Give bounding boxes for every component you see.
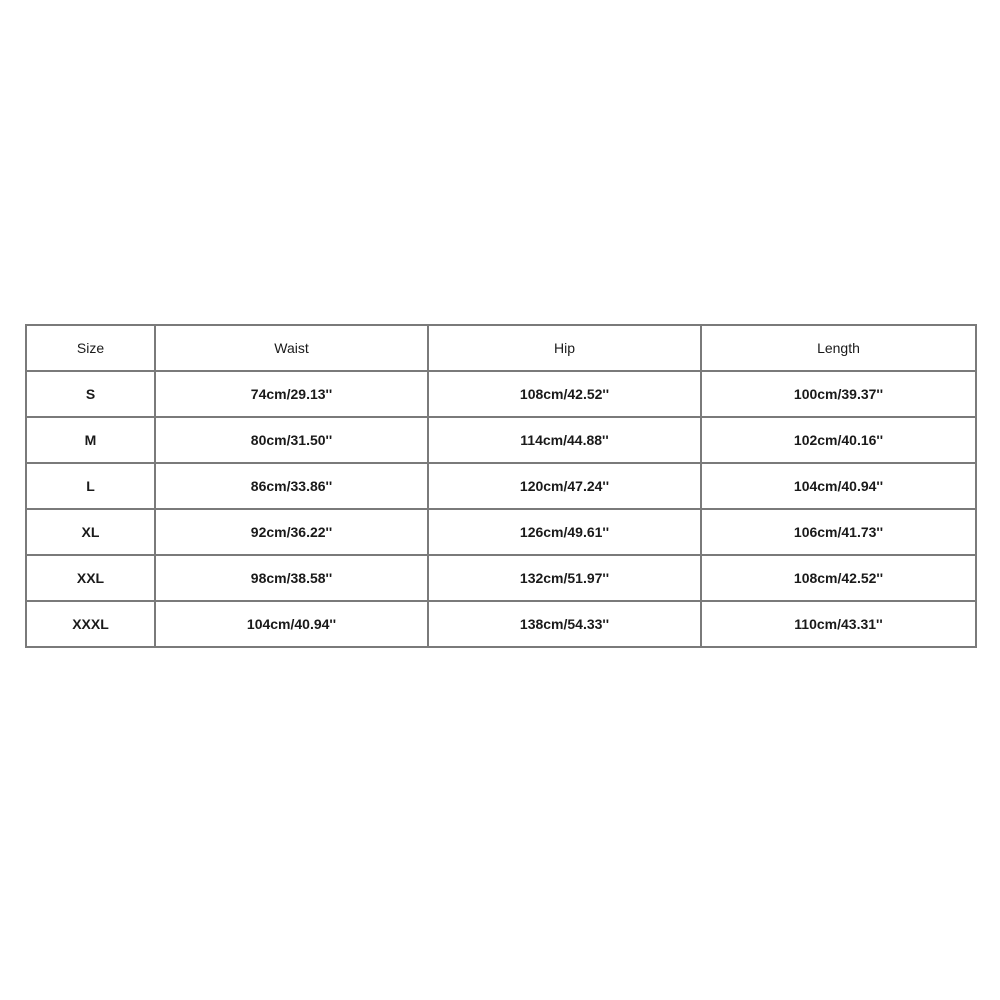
- hip-cell: 120cm/47.24'': [428, 463, 701, 509]
- hip-cell: 138cm/54.33'': [428, 601, 701, 647]
- header-length: Length: [701, 325, 976, 371]
- waist-cell: 80cm/31.50'': [155, 417, 428, 463]
- size-cell: L: [26, 463, 155, 509]
- size-cell: M: [26, 417, 155, 463]
- hip-cell: 108cm/42.52'': [428, 371, 701, 417]
- waist-cell: 74cm/29.13'': [155, 371, 428, 417]
- waist-cell: 98cm/38.58'': [155, 555, 428, 601]
- table-row: [26, 555, 976, 601]
- table-row: [26, 371, 976, 417]
- header-hip: Hip: [428, 325, 701, 371]
- length-cell: 110cm/43.31'': [701, 601, 976, 647]
- hip-cell: 114cm/44.88'': [428, 417, 701, 463]
- header-size: Size: [26, 325, 155, 371]
- table-row: [26, 417, 976, 463]
- size-cell: S: [26, 371, 155, 417]
- table-row: [26, 509, 976, 555]
- size-cell: XXL: [26, 555, 155, 601]
- header-row: [26, 325, 976, 371]
- header-waist: Waist: [155, 325, 428, 371]
- length-cell: 100cm/39.37'': [701, 371, 976, 417]
- waist-cell: 86cm/33.86'': [155, 463, 428, 509]
- waist-cell: 92cm/36.22'': [155, 509, 428, 555]
- hip-cell: 132cm/51.97'': [428, 555, 701, 601]
- size-chart-table: [25, 324, 977, 648]
- length-cell: 108cm/42.52'': [701, 555, 976, 601]
- table-row: [26, 601, 976, 647]
- hip-cell: 126cm/49.61'': [428, 509, 701, 555]
- size-cell: XXXL: [26, 601, 155, 647]
- table-row: [26, 463, 976, 509]
- length-cell: 106cm/41.73'': [701, 509, 976, 555]
- length-cell: 104cm/40.94'': [701, 463, 976, 509]
- size-cell: XL: [26, 509, 155, 555]
- length-cell: 102cm/40.16'': [701, 417, 976, 463]
- waist-cell: 104cm/40.94'': [155, 601, 428, 647]
